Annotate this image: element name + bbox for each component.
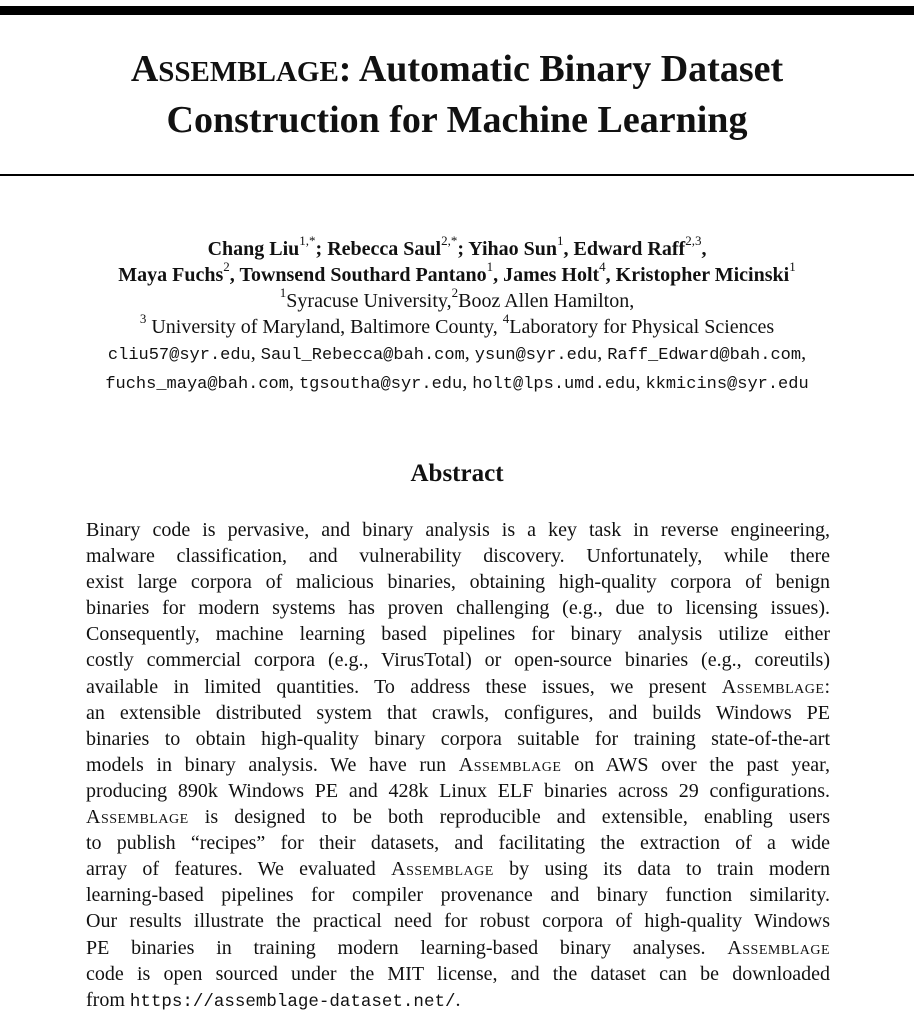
author-affiliation-mark: 4 (599, 259, 606, 275)
system-name: Assemblage (391, 858, 494, 881)
title-line-1 (0, 45, 914, 96)
author-name: Townsend Southard Pantano (239, 264, 487, 286)
abstract-line-text: on AWS over the past year, (561, 753, 830, 776)
title-name-initial: A (130, 48, 159, 90)
abstract-line: binaries for modern systems has proven challenging (e.g., due to licensing issues). (86, 597, 830, 620)
author-name: Chang Liu (207, 238, 300, 260)
title-name-rest: SSEMBLAGE (158, 56, 339, 88)
title-line-1-rest: : Automatic Binary Dataset (338, 48, 784, 90)
author-affiliation-mark: 1 (557, 233, 564, 249)
affiliation-mark: 2 (451, 285, 459, 301)
author-email[interactable]: fuchs_maya@bah.com (105, 375, 289, 394)
abstract-line: code is open sourced under the MIT license, and the dataset can be downloaded (86, 962, 830, 985)
abstract-body (86, 517, 830, 1015)
affiliation-name: Laboratory for Physical Sciences (509, 316, 775, 338)
author-line-2: Maya Fuchs$^2$, Townsend Southard Pantano$^1$, James Holt$^4$, Kristopher Micinski$^1$ (118, 259, 796, 286)
author-name: Maya Fuchs (118, 264, 224, 286)
affiliation-line-1 (0, 285, 914, 314)
abstract-line: exist large corpora of malicious binaries, obtaining high-quality corpora of benign (86, 571, 830, 594)
author-affiliation-mark: 1 (486, 259, 494, 275)
affiliation-name: Booz Allen Hamilton, (458, 290, 635, 312)
abstract-line: binaries to obtain high-quality binary corpora suitable for training state-of-the-art (86, 727, 830, 750)
author-line-1: Chang Liu$^{1,*}$; Rebecca Saul$^{2,*}$; Yihao Sun$^1$, Edward Raff$^{2,3}$, (207, 233, 707, 260)
abstract-line (86, 804, 830, 830)
abstract-line-text: : (824, 675, 830, 698)
abstract-line-text: models in binary analysis. We have run (86, 753, 459, 776)
abstract-line-text: available in limited quantities. To address these issues, we present (86, 675, 722, 698)
author-name: Edward Raff (573, 238, 686, 260)
author-block (0, 233, 914, 398)
abstract-line: producing 890k Windows PE and 428k Linux ELF binaries across 29 configurations. (86, 779, 830, 802)
abstract-line (86, 935, 830, 961)
abstract-line: to publish “recipes” for their datasets, and facilitating the extraction of a wide (86, 832, 830, 855)
top-rule (0, 6, 914, 15)
affiliation-line-2 (0, 311, 914, 340)
system-name: Assemblage (727, 936, 830, 959)
author-email[interactable]: Raff_Edward@bah.com (607, 346, 802, 365)
title-bottom-rule (0, 174, 914, 176)
author-affiliation-mark: 1 (789, 259, 796, 275)
author-affiliation-mark: 1,* (299, 233, 316, 249)
affiliation-mark: 4 (502, 311, 510, 327)
author-name: Kristopher Micinski (615, 264, 790, 286)
abstract-line: costly commercial corpora (e.g., VirusTotal) or open-source binaries (e.g., coreutils) (86, 649, 830, 672)
paper-title (0, 45, 914, 144)
abstract-line (86, 674, 830, 700)
author-affiliation-mark: 2,* (441, 233, 458, 249)
affiliation-name: Syracuse University, (286, 290, 452, 312)
abstract-line (86, 752, 830, 778)
title-line-2: Construction for Machine Learning (166, 99, 748, 141)
affiliation-name: University of Maryland, Baltimore County, (146, 316, 503, 338)
abstract-line: Our results illustrate the practical need for robust corpora of high-quality Windows (86, 910, 830, 933)
author-email[interactable]: Saul_Rebecca@bah.com (260, 346, 465, 365)
abstract-line: Binary code is pervasive, and binary analysis is a key task in reverse engineering, (86, 519, 830, 541)
dataset-url-link[interactable]: https://assemblage-dataset.net/ (129, 991, 456, 1012)
abstract-line-text: is designed to be both reproducible and extensible, enabling users (188, 806, 830, 829)
abstract-line-text: by using its data to train modern (493, 858, 831, 881)
abstract-line-text: PE binaries in training modern learning-based binary analyses. (86, 936, 728, 959)
abstract-line: an extensible distributed system that crawls, configures, and builds Windows PE (86, 701, 830, 724)
author-affiliation-mark: 2 (223, 259, 230, 275)
author-name: James Holt (503, 264, 600, 286)
system-name: Assemblage (721, 675, 825, 698)
abstract-line (86, 987, 830, 1015)
abstract-line (86, 856, 830, 882)
email-line-2: fuchs_maya@bah.com, tgsoutha@syr.edu, holt@lps.umd.edu, kkmicins@syr.edu (105, 371, 809, 394)
email-line-1: cliu57@syr.edu, Saul_Rebecca@bah.com, ysun@syr.edu, Raff_Edward@bah.com, (107, 342, 807, 365)
abstract-heading: Abstract (410, 460, 504, 487)
abstract-line: Consequently, machine learning based pipelines for binary analysis utilize either (86, 623, 830, 646)
abstract-line-text: from (86, 988, 130, 1011)
author-name: Rebecca Saul (327, 238, 442, 260)
abstract-line-text: array of features. We evaluated (86, 858, 392, 881)
author-email[interactable]: kkmicins@syr.edu (645, 375, 809, 394)
abstract-line: malware classification, and vulnerability discovery. Unfortunately, while there (86, 545, 830, 568)
author-email[interactable]: cliu57@syr.edu (107, 346, 251, 365)
affiliation-mark: 1 (279, 285, 287, 301)
abstract-line: learning-based pipelines for compiler provenance and binary function similarity. (86, 884, 830, 907)
system-name: Assemblage (458, 753, 562, 776)
author-name: Yihao Sun (468, 238, 558, 260)
author-affiliation-mark: 2,3 (685, 233, 702, 249)
author-email[interactable]: tgsoutha@syr.edu (298, 375, 463, 394)
affiliation-mark: 3 (139, 311, 147, 327)
system-name: Assemblage (86, 806, 189, 829)
author-email[interactable]: ysun@syr.edu (474, 346, 598, 365)
author-email[interactable]: holt@lps.umd.edu (472, 375, 636, 394)
abstract-line-text: . (455, 988, 461, 1011)
